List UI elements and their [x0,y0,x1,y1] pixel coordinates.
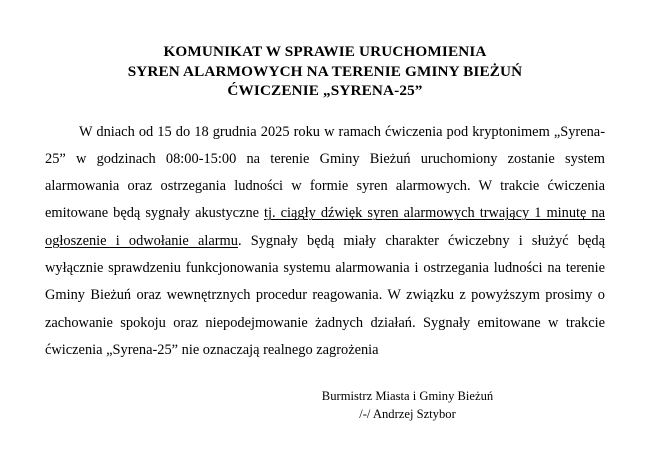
page-title [45,0,605,101]
paragraph-text-intro: W dniach od 15 do 18 grudnia 2025 roku w ramach ćwiczenia pod kryptonimem „Syrena-25” w godzinach 08:00-15:00 na terenie Gminy Bieżuń uruchomiony zostanie system alarmowania oraz ostrzegania ludności w formie syren alarmowych. W trakcie ćwiczenia emitowane będą sygnały akustyczne [45,123,605,222]
signature-block [0,388,650,423]
signature-name: /-/ Andrzej Sztybor [359,406,456,421]
title-line-2: SYREN ALARMOWYCH NA TERENIE GMINY BIEŻUŃ [127,62,523,80]
announcement-body [45,119,605,365]
title-line-1: KOMUNIKAT W SPRAWIE URUCHOMIENIA [163,43,487,60]
announcement-paragraph [45,119,605,365]
title-line-3: ĆWICZENIE „SYRENA-25” [227,82,423,99]
signature-role: Burmistrz Miasta i Gminy Bieżuń [321,389,494,403]
paragraph-text-outro: . Sygnały będą miały charakter ćwiczebny i służyć będą wyłącznie sprawdzeniu funkcjonowania systemu alarmowania i ostrzegania ludności na terenie Gminy Bieżuń oraz wewnętrznych procedur reagowania. W związku z powyższym prosimy o zachowanie spokoju oraz niepodejmowanie żadnych działań. Sygnały emitowane w trakcie ćwiczenia „Syrena-25” nie oznaczają realnego zagrożenia [45,232,605,358]
paragraph-text-underlined: tj. ciągły dźwięk syren alarmowych trwający 1 minutę na ogłoszenie i odwołanie alarmu [45,205,606,249]
